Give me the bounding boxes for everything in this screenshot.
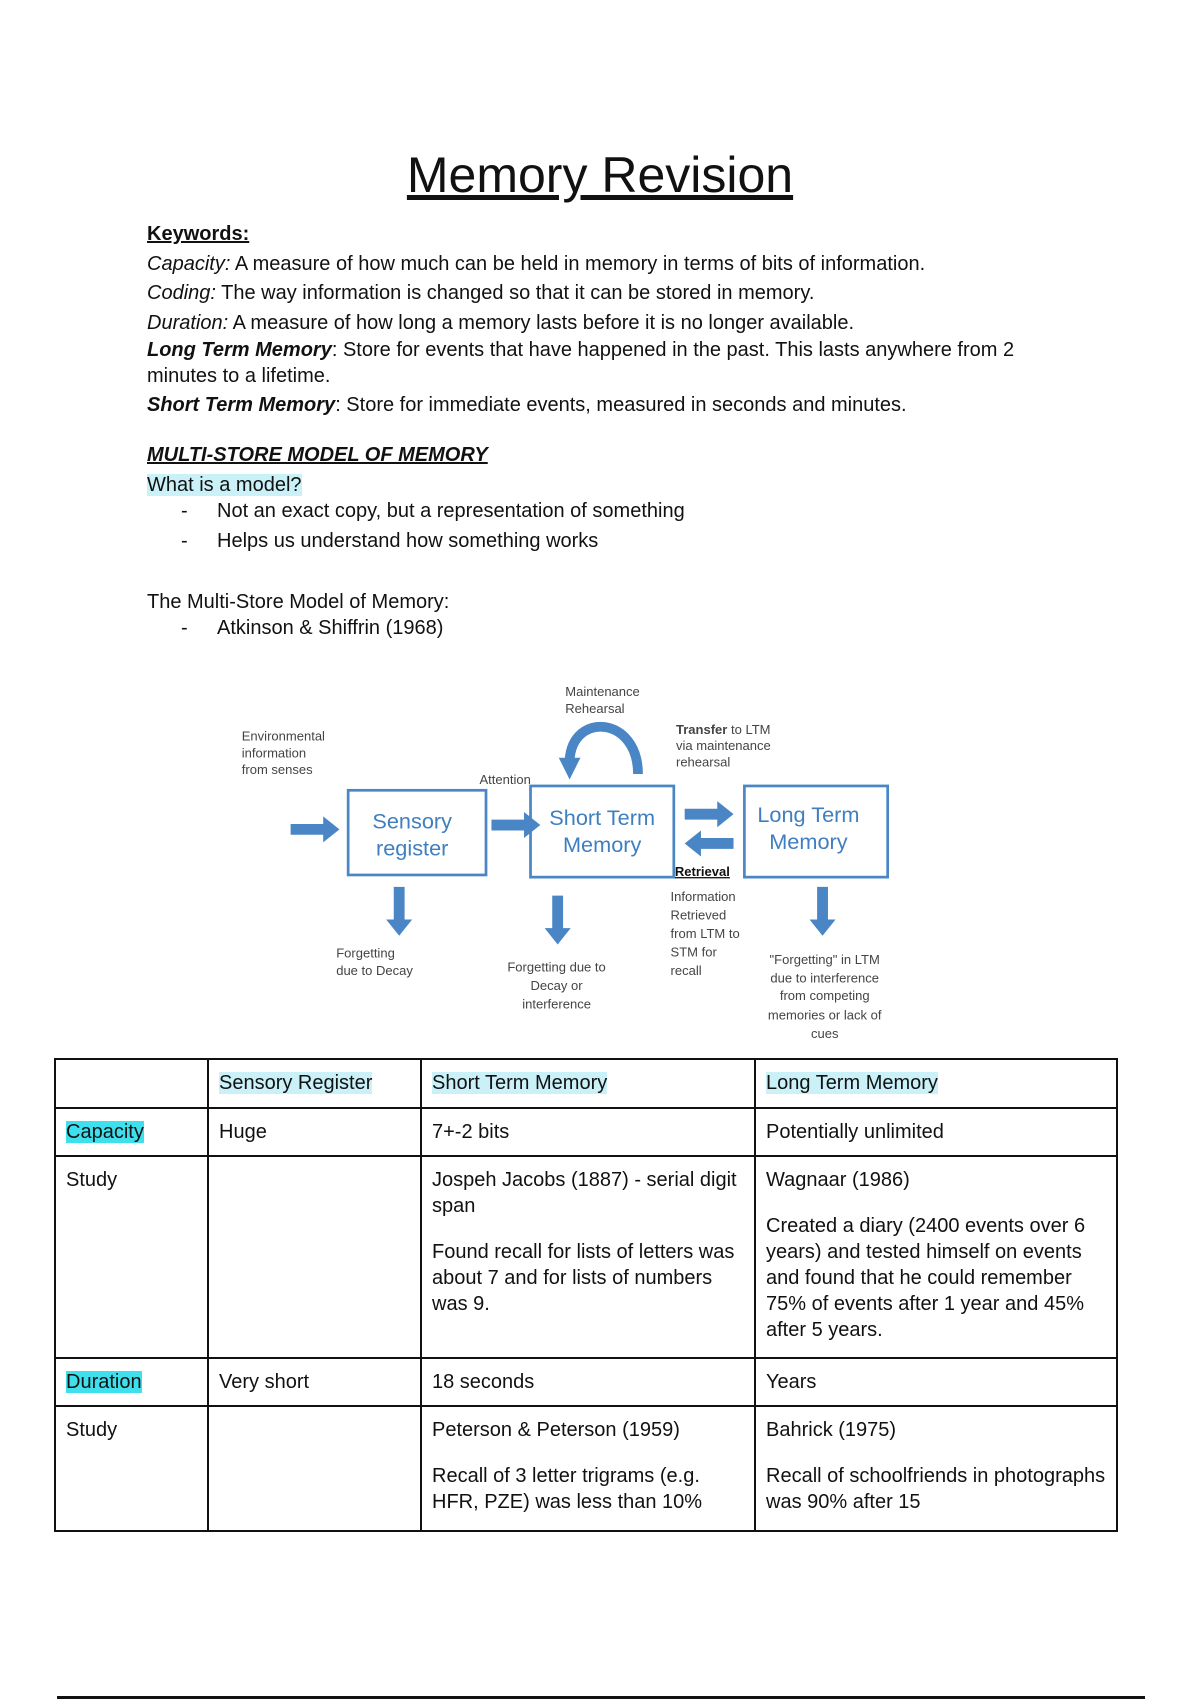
table-cell: 18 seconds xyxy=(421,1358,755,1406)
diagram-label: information xyxy=(241,745,307,761)
diagram-label: Retrieval xyxy=(674,864,730,880)
diagram-label: Attention xyxy=(479,771,531,787)
text: to LTM xyxy=(727,721,771,737)
table-cell: Years xyxy=(755,1358,1117,1406)
definition: The way information is changed so that it can be stored in memory. xyxy=(215,282,815,304)
term: Short Term Memory xyxy=(147,394,336,416)
rehearsal-loop-icon xyxy=(570,727,638,774)
diagram-label: due to interference xyxy=(770,970,879,986)
definition: : Store for events that have happened in the past. This lasts anywhere from 2 minutes to a lifetime. xyxy=(147,339,1015,387)
table-cell xyxy=(421,1406,755,1531)
diagram-label: interference xyxy=(522,996,591,1012)
transfer-arrow-icon xyxy=(685,801,734,827)
table-cell xyxy=(55,1358,208,1406)
diagram-label: from LTM to xyxy=(670,925,740,941)
box-label: Long Term xyxy=(757,801,860,827)
question-text: What is a model? xyxy=(147,474,302,496)
study-title: Bahrick (1975) xyxy=(766,1419,897,1441)
diagram-label: from competing xyxy=(779,987,870,1003)
table-cell xyxy=(755,1156,1117,1358)
table-cell xyxy=(208,1156,421,1358)
table-header xyxy=(208,1059,421,1108)
table-cell xyxy=(208,1406,421,1531)
definition: : Store for immediate events, measured in seconds and minutes. xyxy=(335,394,907,416)
page-divider xyxy=(57,1696,1145,1699)
table-header-row xyxy=(55,1059,1117,1108)
table-cell xyxy=(421,1156,755,1358)
box-label: Memory xyxy=(769,828,848,854)
study-finding: Recall of 3 letter trigrams (e.g. HFR, PZE) was less than 10% xyxy=(432,1465,703,1513)
table-cell xyxy=(755,1406,1117,1531)
down-arrow-icon xyxy=(545,896,571,945)
term: Duration: xyxy=(147,312,229,334)
table-cell: Potentially unlimited xyxy=(755,1108,1117,1156)
study-finding: Created a diary (2400 events over 6 years) and tested himself on events and found that he could remember 75% of events after 1 year and 45% after 5 years. xyxy=(766,1215,1086,1341)
diagram-label: memories or lack of xyxy=(767,1007,882,1023)
table-header xyxy=(421,1059,755,1108)
diagram-label: via maintenance xyxy=(675,738,771,754)
diagram-label: Environmental xyxy=(241,728,325,744)
down-arrow-icon xyxy=(386,887,412,936)
table-row xyxy=(55,1156,1117,1358)
input-arrow-icon xyxy=(291,816,340,842)
box-label: Short Term xyxy=(549,805,656,831)
row-label: Duration xyxy=(66,1371,142,1393)
diagram-label: Maintenance xyxy=(565,683,640,699)
bullet-text: Helps us understand how something works xyxy=(217,530,599,552)
box-label: register xyxy=(376,835,449,861)
study-title: Wagnaar (1986) xyxy=(766,1169,910,1191)
table-cell: Very short xyxy=(208,1358,421,1406)
diagram-label: STM for xyxy=(670,944,717,960)
table-cell: Study xyxy=(55,1406,208,1531)
diagram-label xyxy=(676,722,771,737)
study-finding: Recall of schoolfriends in photographs was 90% after 15 xyxy=(766,1465,1106,1513)
table-row xyxy=(55,1406,1117,1531)
table-cell xyxy=(55,1108,208,1156)
box-label: Sensory xyxy=(372,808,453,834)
bold-text: Transfer xyxy=(675,721,728,737)
citation-text: Atkinson & Shiffrin (1968) xyxy=(217,617,444,639)
diagram-label: due to Decay xyxy=(336,962,413,978)
bullet-text: Not an exact copy, but a representation of something xyxy=(217,500,685,522)
page-title: Memory Revision xyxy=(406,147,794,203)
study-title: Jospeh Jacobs (1887) - serial digit span xyxy=(432,1169,737,1217)
diagram-label: rehearsal xyxy=(675,754,731,770)
diagram-label: Forgetting due to xyxy=(507,959,606,975)
study-finding: Found recall for lists of letters was about 7 and for lists of numbers was 9. xyxy=(432,1241,735,1315)
diagram-label: cues xyxy=(810,1025,839,1041)
down-arrow-icon xyxy=(810,887,836,936)
msm-heading: MULTI-STORE MODEL OF MEMORY xyxy=(147,444,488,466)
box-label: Memory xyxy=(562,832,642,858)
definition: A measure of how long a memory lasts before it is no longer available. xyxy=(228,312,855,334)
header-text: Long Term Memory xyxy=(766,1072,938,1094)
table-row xyxy=(55,1358,1117,1406)
table-cell: Huge xyxy=(208,1108,421,1156)
keywords-heading: Keywords: xyxy=(147,223,250,245)
table-cell: Study xyxy=(55,1156,208,1358)
table-header xyxy=(755,1059,1117,1108)
diagram-label: Forgetting xyxy=(336,945,395,961)
header-text: Sensory Register xyxy=(219,1072,373,1094)
diagram-label: Rehearsal xyxy=(565,701,625,717)
diagram-label: Information xyxy=(670,889,736,905)
table-row xyxy=(55,1108,1117,1156)
memory-stores-table xyxy=(54,1058,1118,1532)
study-title: Peterson & Peterson (1959) xyxy=(432,1419,680,1441)
diagram-label: Decay or xyxy=(530,978,583,994)
header-text: Short Term Memory xyxy=(432,1072,608,1094)
diagram-label: recall xyxy=(670,962,702,978)
definition: A measure of how much can be held in memory in terms of bits of information. xyxy=(230,253,926,275)
diagram-label: Retrieved xyxy=(670,907,727,923)
term: Capacity: xyxy=(147,253,231,275)
attention-arrow-icon xyxy=(491,812,540,838)
table-cell: 7+-2 bits xyxy=(421,1108,755,1156)
term: Long Term Memory xyxy=(147,339,332,361)
msm-intro: The Multi-Store Model of Memory: xyxy=(147,591,450,613)
table-cell xyxy=(55,1059,208,1108)
retrieval-arrow-icon xyxy=(685,830,734,856)
row-label: Capacity xyxy=(66,1121,144,1143)
diagram-label: "Forgetting" in LTM xyxy=(769,951,880,967)
term: Coding: xyxy=(147,282,216,304)
diagram-label: from senses xyxy=(241,762,313,778)
